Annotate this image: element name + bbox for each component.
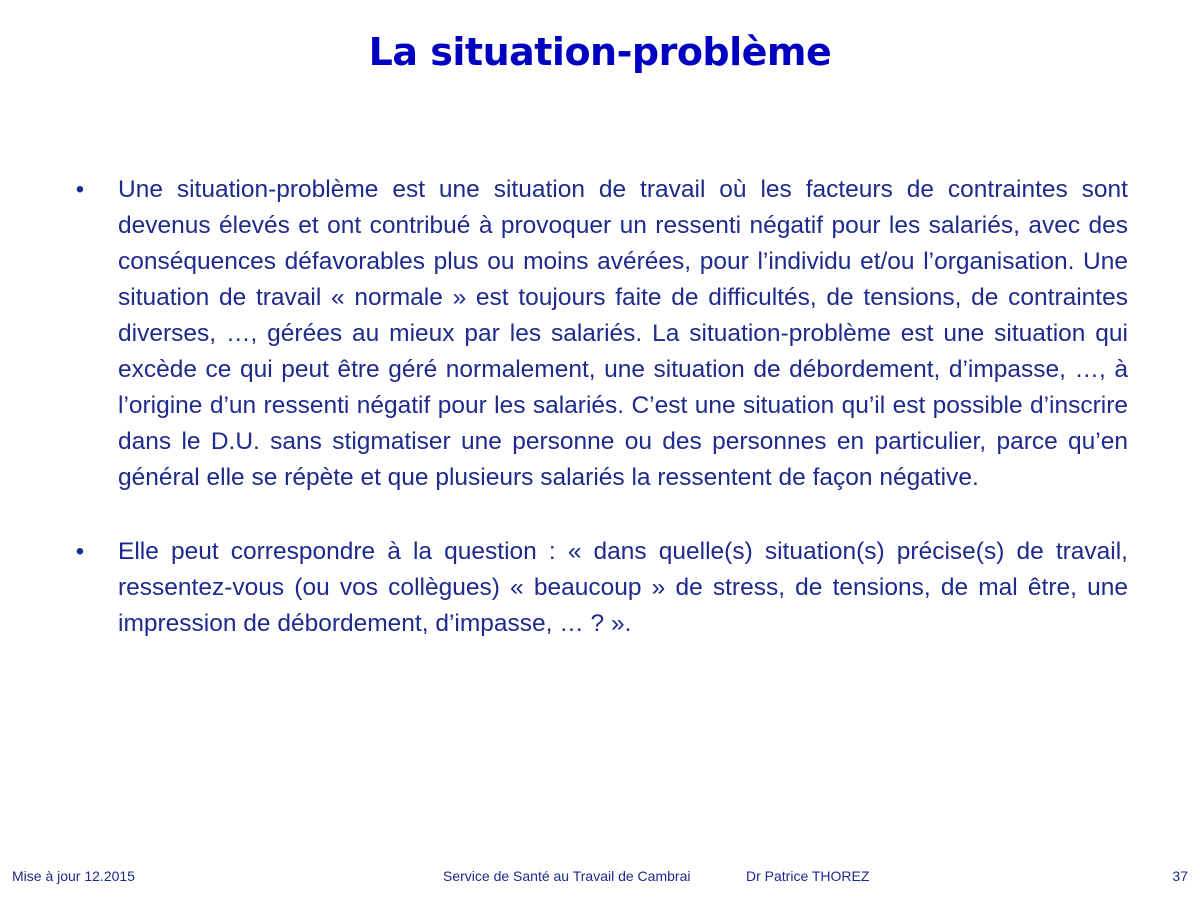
slide-title: La situation-problème bbox=[368, 30, 832, 74]
bullet-list bbox=[70, 172, 1128, 642]
page-number: 37 bbox=[1172, 868, 1188, 884]
footer-service-name: Service de Santé au Travail de Cambrai bbox=[443, 868, 691, 884]
bullet-text: Une situation-problème est une situation de travail où les facteurs de contraintes sont devenus élevés et ont contribué à provoquer un ressenti négatif pour les salariés, avec des conséquences défavorables plus ou moins avérées, pour l’individu et/ou l’organisation. Une situation de travail « normale » est toujours faite de difficultés, de tensions, de contraintes diverses, …, gérées au mieux par les salariés. La situation-problème est une situation qui excède ce qui peut être géré normalement, une situation de débordement, d’impasse, …, à l’origine d’un ressenti négatif pour les salariés. C’est une situation qu’il est possible d’inscrire dans le D.U. sans stigmatiser une personne ou des personnes en particulier, parce qu’en général elle se répète et que plusieurs salariés la ressentent de façon négative. bbox=[118, 176, 1128, 491]
bullet-item-definition bbox=[70, 172, 1128, 496]
footer-update-date: Mise à jour 12.2015 bbox=[12, 868, 135, 884]
bullet-item-question bbox=[70, 534, 1128, 642]
bullet-text: Elle peut correspondre à la question : « dans quelle(s) situation(s) précise(s) de travail, ressentez-vous (ou vos collègues) « beaucoup » de stress, de tensions, de mal être, une impression de débordement, d’impasse, … ? ». bbox=[118, 538, 1128, 637]
bullet-marker: • bbox=[75, 176, 85, 203]
footer-author: Dr Patrice THOREZ bbox=[746, 868, 870, 884]
bullet-marker: • bbox=[75, 538, 85, 565]
